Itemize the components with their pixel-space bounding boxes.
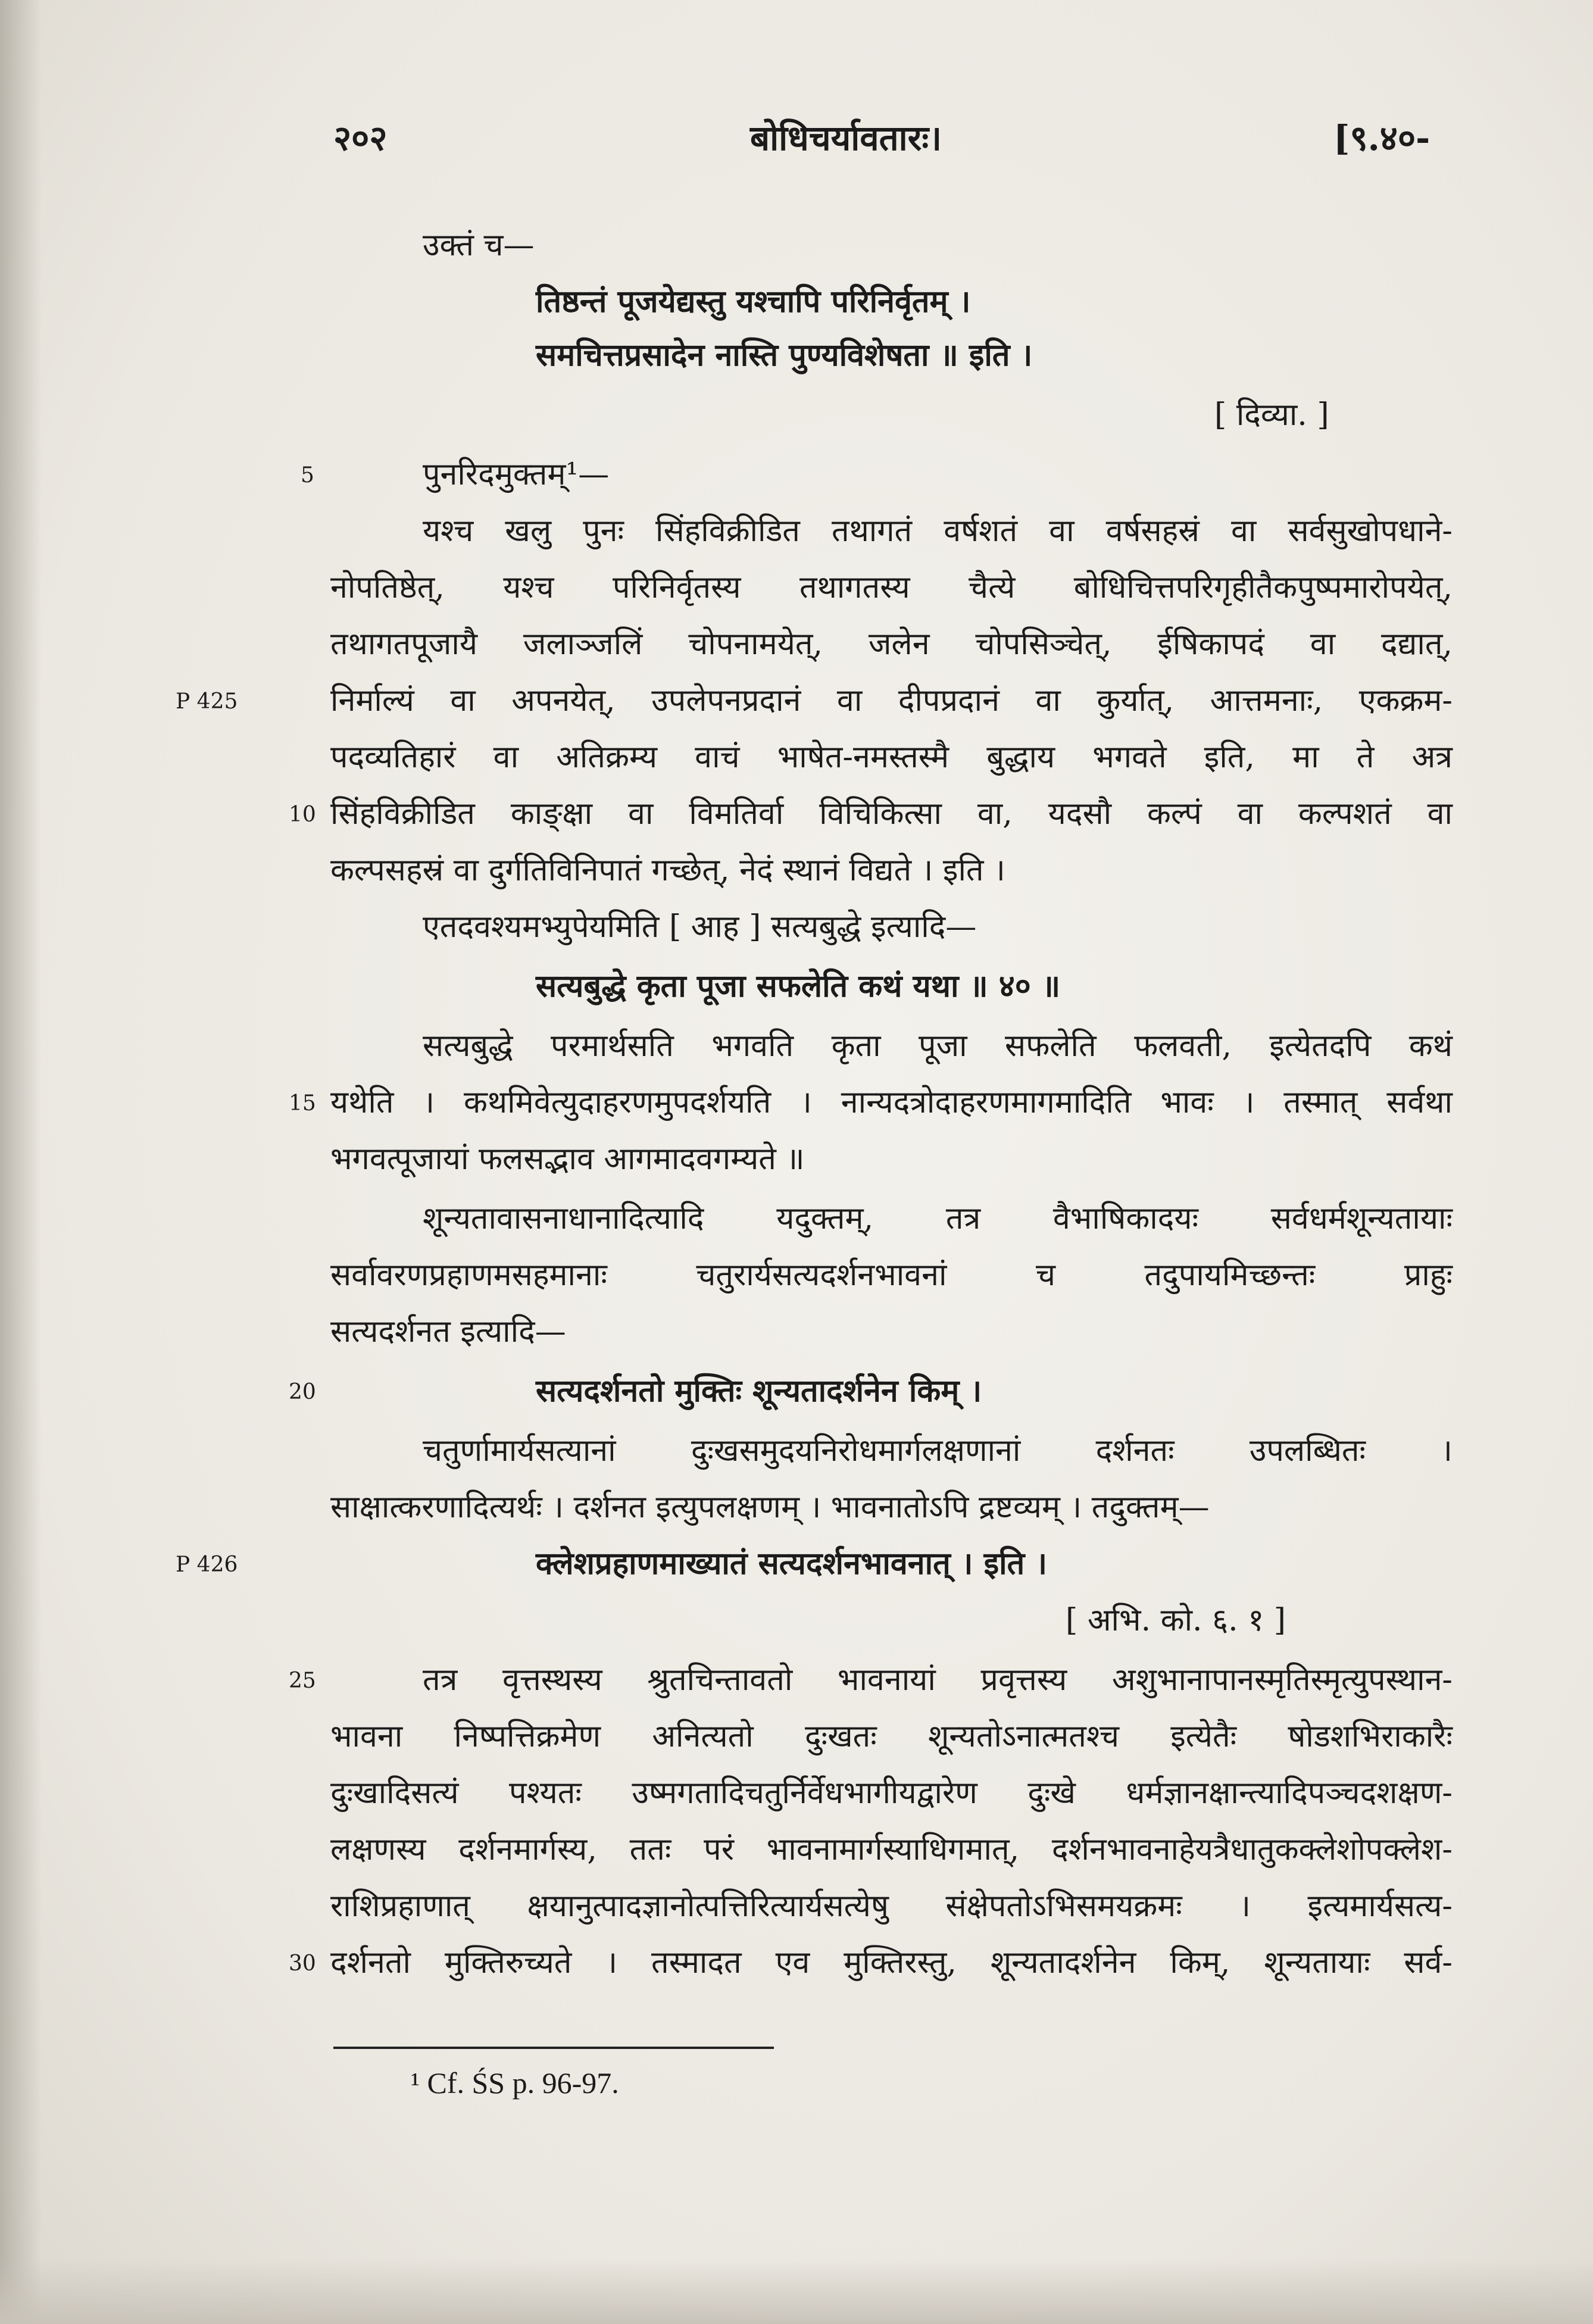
- text-line: तथागतपूजायै जलाञ्जलिं चोपनामयेत्, जलेन चोपसिञ्चेत्, ईषिकापदं वा दद्यात्,: [330, 626, 1453, 662]
- line-number: 5: [301, 463, 314, 488]
- text-line: साक्षात्करणादित्यर्थः । दर्शनत इत्युपलक्षणम् । भावनातोऽपि द्रष्टव्यम् । तदुक्तम्—: [330, 1489, 1210, 1525]
- text-line: यश्च खलु पुनः सिंहविक्रीडित तथागतं वर्षशतं वा वर्षसहस्रं वा सर्वसुखोपधाने-: [423, 513, 1453, 549]
- text-line: एतदवश्यमभ्युपेयमिति [ आह ] सत्यबुद्धे इत्यादि—: [423, 909, 977, 945]
- text-line: भगवत्पूजायां फलसद्भाव आगमादवगम्यते ॥: [330, 1141, 805, 1177]
- page-number: २०२: [333, 118, 388, 158]
- text-line: लक्षणस्य दर्शनमार्गस्य, ततः परं भावनामार्गस्याधिगमात्, दर्शनभावनाहेयत्रैधातुकक्लेशोपक्लेश-: [330, 1832, 1453, 1867]
- text-line: निर्माल्यं वा अपनयेत्, उपलेपनप्रदानं वा दीपप्रदानं वा कुर्यात्, आत्तमनाः, एकक्रम-: [330, 683, 1453, 719]
- footnote-rule: [333, 2047, 774, 2049]
- section-marker: [९.४०-: [1333, 118, 1430, 158]
- text-line: नोपतिष्ठेत्, यश्च परिनिर्वृतस्य तथागतस्य चैत्ये बोधिचित्तपरिगृहीतैकपुष्पमारोपयेत्,: [330, 570, 1453, 605]
- text-line: उक्तं च—: [423, 227, 535, 263]
- source-reference: [ दिव्या. ]: [1214, 397, 1329, 433]
- text-line: सिंहविक्रीडित काङ्क्षा वा विमतिर्वा विचिकित्सा वा, यदसौ कल्पं वा कल्पशतं वा: [330, 796, 1453, 832]
- scan-shadow-bottom: [0, 2259, 1593, 2324]
- text-line: राशिप्रहाणात् क्षयानुत्पादज्ञानोत्पत्तिरित्यार्यसत्येषु संक्षेपतोऽभिसमयक्रमः । इत्यमार्यसत्य-: [330, 1888, 1453, 1924]
- text-line: दर्शनतो मुक्तिरुच्यते । तस्मादत एव मुक्तिरस्तु, शून्यतादर्शनेन किम्, शून्यतायाः सर्व-: [330, 1945, 1453, 1981]
- line-number: 20: [289, 1380, 316, 1404]
- text-line: शून्यतावासनाधानादित्यादि यदुक्तम्, तत्र वैभाषिकादयः सर्वधर्मशून्यतायाः: [423, 1201, 1453, 1236]
- source-reference: [ अभि. को. ६. १ ]: [1066, 1603, 1286, 1638]
- text-line: चतुर्णामार्यसत्यानां दुःखसमुदयनिरोधमार्गलक्षणानां दर्शनतः उपलब्धितः ।: [423, 1433, 1453, 1469]
- page-reference: P 425: [176, 689, 238, 714]
- page-reference: P 426: [176, 1553, 238, 1577]
- text-line: सत्यबुद्धे परमार्थसति भगवति कृता पूजा सफलेति फलवती, इत्येतदपि कथं: [423, 1028, 1453, 1064]
- verse-line: समचित्तप्रसादेन नास्ति पुण्यविशेषता ॥ इति ।: [536, 337, 1033, 373]
- text-line: सत्यदर्शनत इत्यादि—: [330, 1314, 566, 1350]
- text-line: पदव्यतिहारं वा अतिक्रम्य वाचं भाषेत-नमस्तस्मै बुद्धाय भगवते इति, मा ते अत्र: [330, 739, 1453, 775]
- text-line: कल्पसहस्रं वा दुर्गतिविनिपातं गच्छेत्, नेदं स्थानं विद्यते । इति ।: [330, 852, 1005, 888]
- verse-line: क्लेशप्रहाणमाख्यातं सत्यदर्शनभावनात् । इति ।: [536, 1545, 1048, 1582]
- line-number: 25: [289, 1669, 316, 1693]
- text-line: सर्वावरणप्रहाणमसहमानाः चतुरार्यसत्यदर्शनभावनां च तदुपायमिच्छन्तः प्राहुः: [330, 1257, 1453, 1293]
- verse-line: तिष्ठन्तं पूजयेद्यस्तु यश्चापि परिनिर्वृतम् ।: [536, 283, 971, 320]
- footnote: ¹ Cf. ŚS p. 96-97.: [411, 2066, 619, 2100]
- text-line: यथेति । कथमिवेत्युदाहरणमुपदर्शयति । नान्यदत्रोदाहरणमागमादिति भावः । तस्मात् सर्वथा: [330, 1085, 1453, 1120]
- running-title: बोधिचर्यावतारः।: [750, 118, 942, 158]
- verse-line: सत्यदर्शनतो मुक्तिः शून्यतादर्शनेन किम् ।: [536, 1373, 982, 1409]
- scan-shadow-left: [0, 0, 42, 2324]
- text-line: तत्र वृत्तस्थस्य श्रुतचिन्तावतो भावनायां प्रवृत्तस्य अशुभानापानस्मृतिस्मृत्युपस्थान-: [423, 1662, 1453, 1698]
- line-number: 15: [289, 1091, 316, 1116]
- line-number: 10: [289, 802, 316, 827]
- verse-line: सत्यबुद्धे कृता पूजा सफलेति कथं यथा ॥ ४० ॥: [536, 968, 1061, 1004]
- text-line: पुनरिदमुक्तम्¹—: [423, 457, 610, 492]
- text-line: भावना निष्पत्तिक्रमेण अनित्यतो दुःखतः शून्यतोऽनात्मतश्च इत्येतैः षोडशभिराकारैः: [330, 1719, 1453, 1754]
- line-number: 30: [289, 1951, 316, 1976]
- text-line: दुःखादिसत्यं पश्यतः उष्मगतादिचतुर्निर्वेधभागीयद्वारेण दुःखे धर्मज्ञानक्षान्त्यादिपञ्चदशक्षण-: [330, 1775, 1453, 1811]
